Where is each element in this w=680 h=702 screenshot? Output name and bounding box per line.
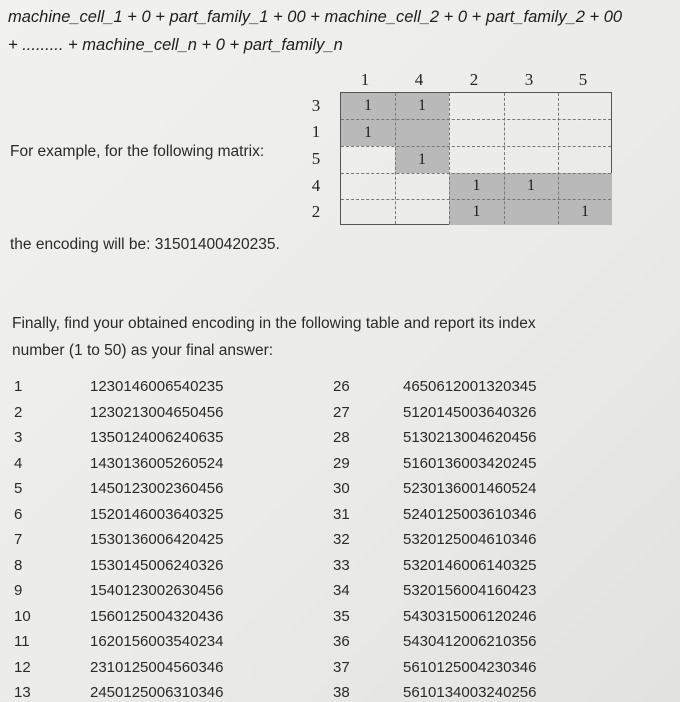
table-index: 37 [333,658,350,676]
table-index: 32 [333,531,350,548]
encoding-example: the encoding will be: 31501400420235. [10,236,280,253]
table-encoding-value: 1350124006240635 [90,429,224,446]
matrix-cell: 1 [581,203,589,220]
table-encoding-value: 2310125004560346 [90,658,224,676]
grid-line [504,93,505,224]
table-index: 1 [14,378,23,395]
table-encoding-value: 5320125004610346 [403,531,537,548]
table-index: 28 [333,429,350,446]
table-index: 6 [14,505,23,523]
table-encoding-value: 1430136005260524 [90,454,224,472]
matrix-cell: 1 [418,97,426,114]
table-encoding-value: 4650612001320345 [403,378,537,395]
example-label: For example, for the following matrix: [10,143,265,160]
table-index: 33 [333,556,350,574]
matrix-cell: 1 [364,123,372,141]
table-index: 2 [14,403,23,421]
matrix-row-header: 2 [311,202,321,221]
table-encoding-value: 1530136006420425 [90,531,224,548]
matrix-cell: 1 [418,150,426,168]
table-encoding-value: 1530145006240326 [90,556,224,574]
table-encoding-value: 1620156003540234 [90,633,224,650]
table-index: 12 [14,658,31,676]
grid-line [341,146,611,147]
table-encoding-value: 5120145003640326 [403,403,537,421]
matrix-col-header: 2 [469,70,479,89]
table-encoding-value: 2450125006310346 [90,684,224,701]
table-encoding-value: 5130213004620456 [403,429,537,446]
table-encoding-value: 5160136003420245 [403,454,537,472]
matrix-cell: 1 [472,203,481,220]
table-encoding-value: 5320156004160423 [403,582,537,599]
table-encoding-value: 5610125004230346 [403,658,537,676]
table-index: 30 [333,480,350,497]
matrix-cell: 1 [527,177,535,194]
table-encoding-value: 5430315006120246 [403,607,537,625]
table-encoding-value: 5230136001460524 [403,480,537,497]
table-index: 3 [14,429,23,446]
table-index: 11 [14,633,30,650]
table-index: 27 [333,403,350,421]
table-encoding-value: 5610134003240256 [403,684,537,701]
matrix-col-header: 5 [578,70,588,89]
instruction-line-2: number (1 to 50) as your final answer: [12,342,274,359]
matrix-row-header: 4 [311,176,321,195]
table-encoding-value: 5240125003610346 [403,505,537,523]
table-index: 4 [14,454,23,472]
table-index: 13 [14,684,31,701]
matrix-cell: 1 [364,97,372,114]
table-index: 7 [14,531,23,548]
matrix-col-header: 1 [360,70,370,89]
table-index: 10 [14,607,31,625]
matrix-cell: 1 [472,177,481,194]
table-index: 29 [333,454,350,472]
table-index: 5 [14,480,23,497]
table-index: 9 [14,582,23,599]
formula-line-1: machine_cell_1 + 0 + part_family_1 + 00 + machine_cell_2 + 0 + part_family_2 + 00 [8,8,623,26]
table-encoding-value: 1230146006540235 [90,378,224,395]
table-index: 38 [333,684,350,701]
matrix-col-header: 4 [414,70,424,89]
table-index: 35 [333,607,350,625]
table-encoding-value: 5430412006210356 [403,633,537,650]
table-encoding-value: 5320146006140325 [403,556,537,574]
matrix-row-header: 1 [311,122,321,141]
table-index: 31 [333,505,350,523]
table-index: 26 [333,378,350,395]
table-index: 36 [333,633,350,650]
matrix-row-header: 3 [311,96,321,115]
matrix-col-header: 3 [524,70,534,89]
table-encoding-value: 1520146003640325 [90,505,224,523]
table-index: 34 [333,582,350,599]
matrix-row-header: 5 [311,149,321,168]
table-encoding-value: 1560125004320436 [90,607,224,625]
table-encoding-value: 1230213004650456 [90,403,224,421]
instruction-line-1: Finally, find your obtained encoding in the following table and report its index [12,315,536,332]
table-encoding-value: 1450123002360456 [90,480,224,497]
formula-line-2: + ......... + machine_cell_n + 0 + part_family_n [8,36,343,54]
table-index: 8 [14,556,23,574]
example-matrix [340,92,612,225]
table-encoding-value: 1540123002630456 [90,582,224,599]
